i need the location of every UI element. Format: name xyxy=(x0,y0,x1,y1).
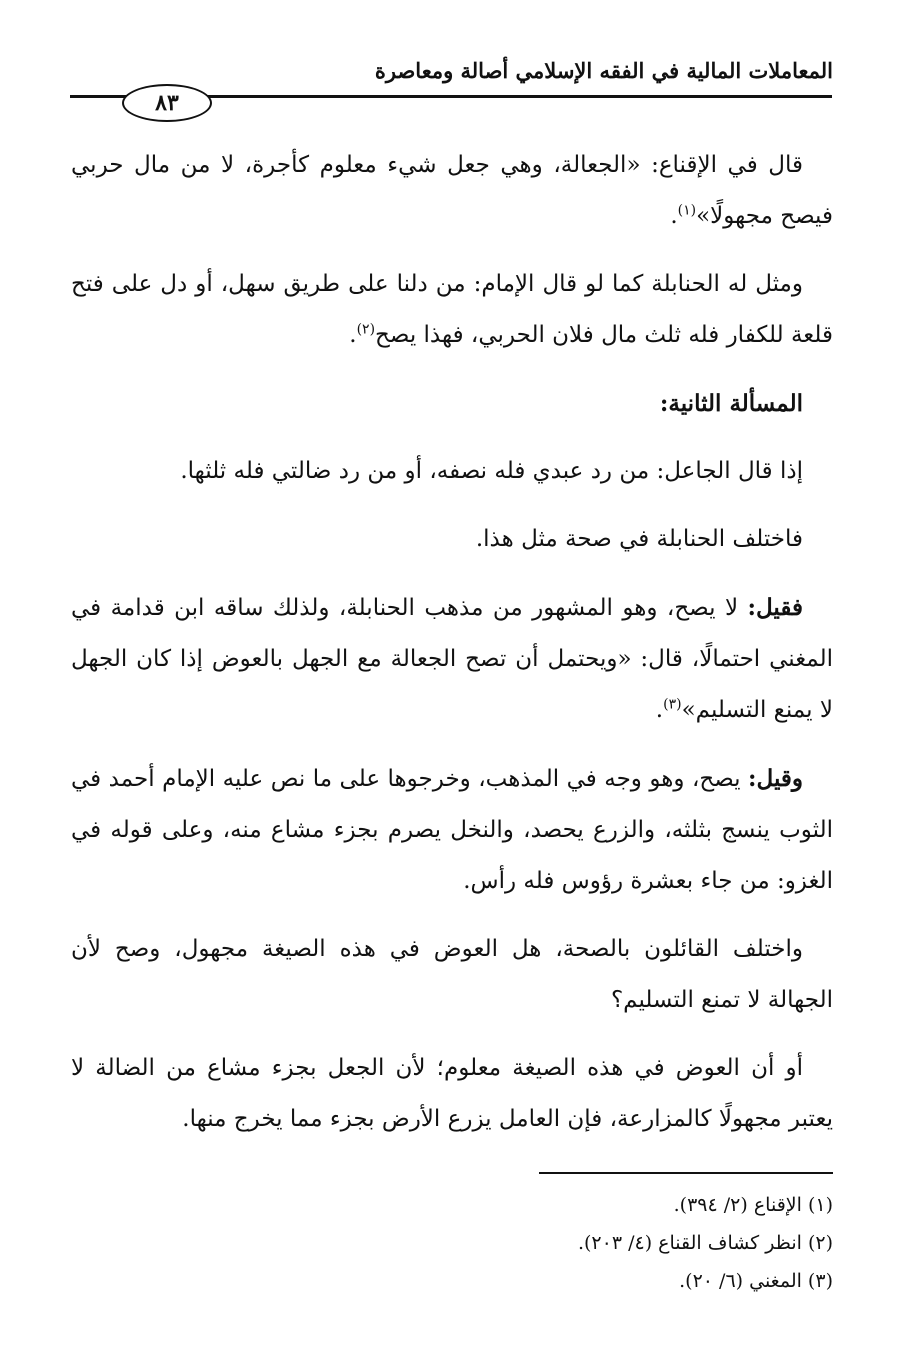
running-header: المعاملات المالية في الفقه الإسلامي أصالة ومعاصرة xyxy=(374,58,833,83)
paragraph-6 xyxy=(71,753,833,907)
body-text xyxy=(71,140,833,1162)
paragraph-2-text: ومثل له الحنابلة كما لو قال الإمام: من دلنا على طريق سهل، أو دل على فتح قلعة للكفار فله ثلث مال فلان الحربي، فهذا يصح xyxy=(71,271,833,348)
paragraph-8: أو أن العوض في هذه الصيغة معلوم؛ لأن الجعل بجزء مشاع من الضالة لا يعتبر مجهولًا كالمزارعة، فإن العامل يزرع الأرض بجزء مما يخرج منها. xyxy=(71,1055,833,1132)
footnote-3: (٣) المغني (٦/ ٢٠). xyxy=(679,1270,833,1292)
paragraph-5-text: لا يصح، وهو المشهور من مذهب الحنابلة، ولذلك ساقه ابن قدامة في المغني احتمالًا، قال: «ويحتمل أن تصح الجعالة مع الجهل بالعوض إذا كان الجهل لا يمنع التسليم» xyxy=(71,595,833,723)
footnote-2: (٢) انظر كشاف القناع (٤/ ٢٠٣). xyxy=(577,1232,833,1254)
footnotes xyxy=(71,1186,833,1300)
footnote-ref-2: (٢) xyxy=(356,321,376,338)
paragraph-2: ومثل له الحنابلة كما لو قال الإمام: من دلنا على طريق سهل، أو دل على فتح قلعة للكفار فله ثلث مال فلان الحربي، فهذا يصح$^{(٢)}$. xyxy=(71,271,833,348)
paragraph-4: فاختلف الحنابلة في صحة مثل هذا. xyxy=(475,526,803,552)
footnote-1: (١) الإقناع (٢/ ٣٩٤). xyxy=(673,1194,833,1216)
paragraph-3: إذا قال الجاعل: من رد عبدي فله نصفه، أو من رد ضالتي فله ثلثها. xyxy=(180,458,803,484)
page-number: ٨٣ xyxy=(122,84,212,122)
paragraph-1: قال في الإقناع: «الجعالة، وهي جعل شيء معلوم كأجرة، لا من مال حربي فيصح مجهولًا»$^{(١)}$. xyxy=(71,152,833,229)
paragraph-7: واختلف القائلون بالصحة، هل العوض في هذه الصيغة مجهول، وصح لأن الجهالة لا تمنع التسليم؟ xyxy=(71,936,833,1013)
paragraph-5: فقيل: لا يصح، وهو المشهور من مذهب الحنابلة، ولذلك ساقه ابن قدامة في المغني احتمالًا، قال: «ويحتمل أن تصح الجعالة مع الجهل بالعوض إذا كان الجهل لا يمنع التسليم»$^{(٣)}$. xyxy=(71,594,833,723)
footnote-rule xyxy=(539,1172,833,1174)
footnote-ref-3: (٣) xyxy=(663,696,682,713)
paragraph-1-text: قال في الإقناع: «الجعالة، وهي جعل شيء معلوم كأجرة، لا من مال حربي فيصح مجهولًا» xyxy=(71,152,833,229)
section-heading: المسألة الثانية: xyxy=(659,390,803,417)
paragraph-5-lead: فقيل: xyxy=(747,594,803,621)
paragraph-6-text: يصح، وهو وجه في المذهب، وخرجوها على ما نص عليه الإمام أحمد في الثوب ينسج بثلثه، والزرع يحصد، والنخل يصرم بجزء مشاع منه، وعلى قوله في الغزو: من جاء بعشرة رؤوس فله رأس. xyxy=(71,766,833,894)
footnote-ref-1: (١) xyxy=(677,202,697,219)
paragraph-6-lead: وقيل: xyxy=(748,765,803,792)
